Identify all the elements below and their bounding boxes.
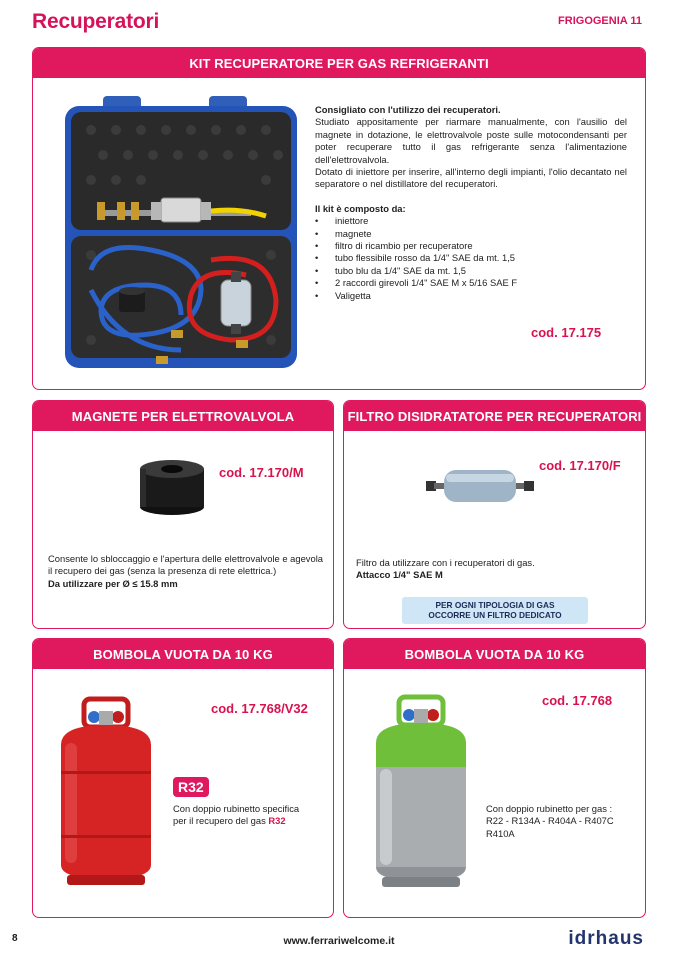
case-kit-image xyxy=(61,90,301,375)
tank-r32-card xyxy=(32,638,334,918)
notice-line-1: PER OGNI TIPOLOGIA DI GAS xyxy=(435,600,555,610)
list-item: • magnete xyxy=(315,228,627,240)
magnet-text: Consente lo sbloccaggio e l'apertura delle elettrovalvole e agevola il recupero dei gas (senza la presenza di rete elettrica.) xyxy=(48,553,323,577)
list-item: • iniettore xyxy=(315,215,627,227)
magnet-image xyxy=(137,457,207,517)
section-label: FRIGOGENIA 11 xyxy=(558,15,642,27)
tank-card xyxy=(343,638,646,918)
filter-note: Attacco 1/4" SAE M xyxy=(356,569,443,581)
magnet-title: MAGNETE PER ELETTROVALVOLA xyxy=(33,401,333,431)
tank-title: BOMBOLA VUOTA DA 10 KG xyxy=(344,639,645,669)
tank-text-2: R22 - R134A - R404A - R407C R410A xyxy=(486,815,614,839)
tank-r32-gas: R32 xyxy=(268,815,286,827)
tank-description xyxy=(486,803,636,840)
magnet-description xyxy=(48,553,323,590)
filter-code: cod. 17.170/F xyxy=(539,458,621,473)
tank-r32-text: Con doppio rubinetto specifica per il recupero del gas xyxy=(173,803,300,827)
notice-line-2: OCCORRE UN FILTRO DEDICATO xyxy=(428,610,562,620)
kit-title: KIT RECUPERATORE PER GAS REFRIGERANTI xyxy=(33,48,645,78)
list-item: • filtro di ricambio per recuperatore xyxy=(315,240,627,252)
filter-title: FILTRO DISIDRATATORE PER RECUPERATORI xyxy=(344,401,645,431)
tank-r32-description xyxy=(173,803,313,828)
list-item: • tubo blu da 1/4" SAE da mt. 1,5 xyxy=(315,265,627,277)
kit-items xyxy=(315,215,627,302)
green-tank-image xyxy=(366,695,476,891)
filter-image xyxy=(426,466,536,506)
r32-badge: R32 xyxy=(173,777,209,797)
list-item: • Valigetta xyxy=(315,290,627,302)
magnet-card xyxy=(32,400,334,629)
kit-code: cod. 17.175 xyxy=(531,325,602,340)
kit-intro-1: Studiato appositamente per riarmare manualmente, con l'ausilio del magnete in dotazione, le elettrovalvole poste sulle motocondensanti per poter recuperare tutto il gas refrigerante senza l'alimentazione dell'elettrovalvola. xyxy=(315,116,627,165)
filter-notice-box xyxy=(402,597,588,624)
kit-description xyxy=(315,104,627,302)
list-item: • tubo flessibile rosso da 1/4" SAE da mt. 1,5 xyxy=(315,252,627,264)
page-title: Recuperatori xyxy=(32,10,160,33)
tank-r32-code: cod. 17.768/V32 xyxy=(211,701,308,716)
list-item: • 2 raccordi girevoli 1/4" SAE M x 5/16 SAE F xyxy=(315,277,627,289)
brand-logo: idrhaus xyxy=(568,928,644,949)
filter-text: Filtro da utilizzare con i recuperatori di gas. xyxy=(356,557,535,568)
tank-text-1: Con doppio rubinetto per gas : xyxy=(486,803,613,814)
red-tank-image xyxy=(51,697,161,887)
kit-card xyxy=(32,47,646,390)
tank-r32-title: BOMBOLA VUOTA DA 10 KG xyxy=(33,639,333,669)
page-number: 8 xyxy=(12,933,18,944)
filter-description xyxy=(356,557,636,582)
kit-intro-2: Dotato di iniettore per inserire, all'interno degli impianti, l'olio decantato nel separatore o nel distillatore del recuperatori. xyxy=(315,166,627,190)
website-link[interactable]: www.ferrariwelcome.it xyxy=(283,935,395,947)
filter-card xyxy=(343,400,646,629)
magnet-note: Da utilizzare per Ø ≤ 15.8 mm xyxy=(48,577,178,589)
tank-code: cod. 17.768 xyxy=(542,693,613,708)
magnet-code: cod. 17.170/M xyxy=(219,465,304,480)
kit-list-title: Il kit è composto da: xyxy=(315,202,406,214)
kit-intro-bold: Consigliato con l'utilizzo dei recuperatori. xyxy=(315,104,501,115)
